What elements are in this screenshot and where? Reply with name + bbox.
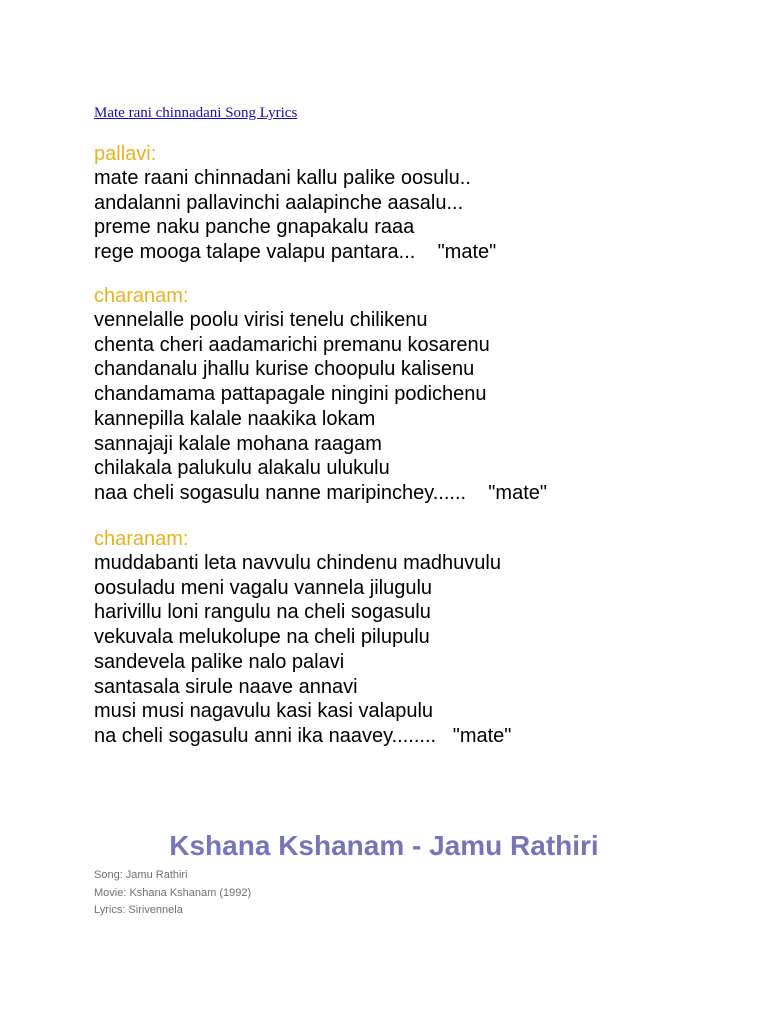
lyric-lines-pallavi	[94, 166, 496, 265]
lyric-line: chilakala palukulu alakalu ulukulu	[94, 457, 390, 480]
lyric-line: naa cheli sogasulu nanne maripinchey...... "mate"	[94, 481, 547, 504]
song-title-heading: Kshana Kshanam - Jamu Rathiri	[169, 830, 599, 861]
meta-song: Song: Jamu Rathiri	[94, 869, 188, 881]
lyric-line: chenta cheri aadamarichi premanu kosarenu	[94, 333, 490, 356]
meta-movie: Movie: Kshana Kshanam (1992)	[94, 886, 252, 899]
section-heading-pallavi: pallavi:	[94, 143, 157, 165]
lyric-line: andalanni pallavinchi aalapinche aasalu...	[94, 191, 464, 214]
lyric-line: kannepilla kalale naakika lokam	[94, 407, 376, 430]
lyric-line: sandevela palike nalo palavi	[94, 650, 345, 673]
lyric-line: preme naku panche gnapakalu raaa	[94, 216, 415, 239]
lyric-lines-charanam-2	[94, 551, 511, 749]
lyric-line: vekuvala melukolupe na cheli pilupulu	[94, 626, 430, 649]
lyric-line: oosuladu meni vagalu vannela jilugulu	[94, 576, 433, 599]
lyric-line: mate raani chinnadani kallu palike oosulu..	[94, 167, 471, 189]
lyric-line: muddabanti leta navvulu chindenu madhuvulu	[94, 552, 501, 574]
lyric-line: rege mooga talape valapu pantara... "mate"	[94, 241, 497, 264]
lyric-line: sannajaji kalale mohana raagam	[94, 432, 382, 455]
song-lyrics-link[interactable]: Mate rani chinnadani Song Lyrics	[94, 105, 298, 121]
song-metadata	[94, 867, 251, 920]
lyric-line: harivillu loni rangulu na cheli sogasulu	[94, 601, 431, 624]
section-heading-charanam-1: charanam:	[94, 285, 189, 307]
lyric-line: chandanalu jhallu kurise choopulu kalisenu	[94, 358, 475, 381]
lyric-line: santasala sirule naave annavi	[94, 675, 358, 698]
lyric-line: vennelalle poolu virisi tenelu chilikenu	[94, 309, 428, 331]
lyric-line: na cheli sogasulu anni ika naavey........ "mate"	[94, 724, 512, 747]
lyric-lines-charanam-1	[94, 308, 547, 506]
charanam-section-2	[94, 527, 511, 749]
charanam-section-1	[94, 284, 547, 506]
meta-lyrics: Lyrics: Sirivennela	[94, 904, 183, 916]
pallavi-section	[94, 142, 496, 265]
section-heading-charanam-2: charanam:	[94, 528, 189, 550]
lyric-line: musi musi nagavulu kasi kasi valapulu	[94, 700, 434, 723]
lyric-line: chandamama pattapagale ningini podichenu	[94, 383, 487, 406]
